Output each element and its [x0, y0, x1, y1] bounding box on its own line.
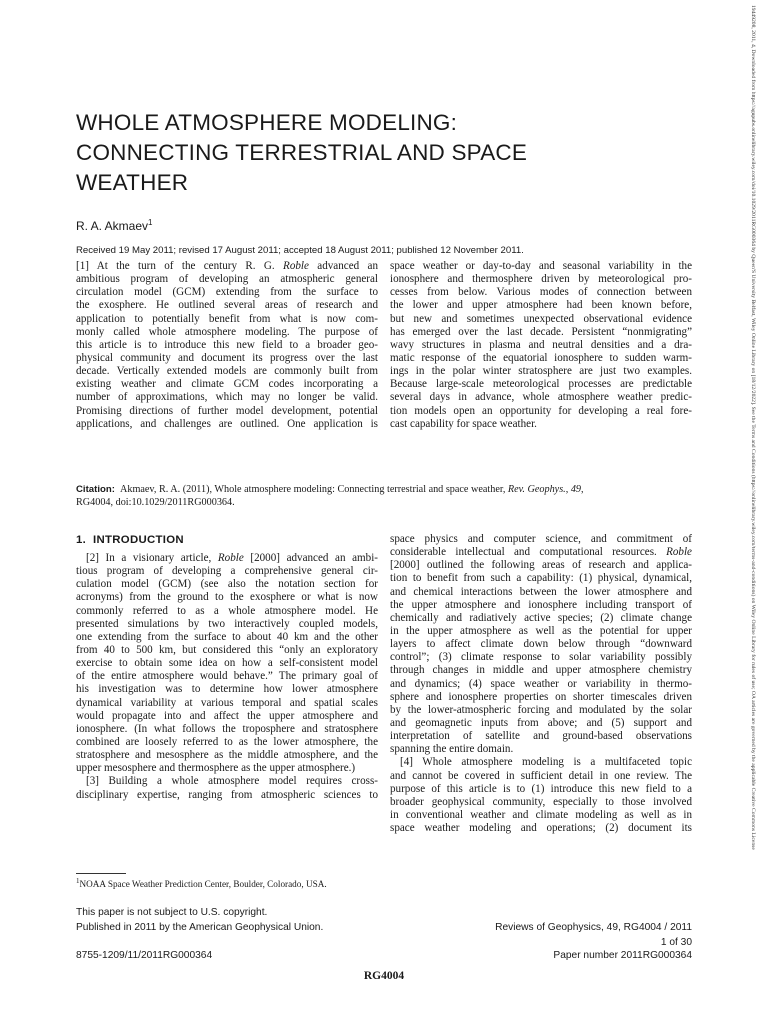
text-line: stratosphere and mesosphere as the middle atmosphere, and the	[76, 749, 378, 762]
citation-doi: RG4004, doi:10.1029/2011RG000364.	[76, 496, 235, 508]
text-line: several days in advance, whole atmosphere weather predic-	[390, 391, 692, 404]
text-line: the upper atmosphere and ionosphere including transport of	[390, 598, 692, 611]
text-line: upper mesosphere and thermosphere as the upper atmosphere.)	[76, 762, 356, 775]
text-line: wavy structures in plasma and neutral densities and a dra-	[390, 338, 692, 351]
text-line: and chemical interactions between the lower atmosphere and	[390, 585, 692, 598]
text-line: Promising directions of further model development, potential	[76, 404, 378, 417]
citation-volume: 49	[570, 484, 581, 495]
text-line: existing weather and climate GCM codes incorporating a	[76, 378, 378, 391]
text-line: control”; (3) climate response to solar variability possibly	[390, 651, 692, 664]
text-line: considerable intellectual and computational resources. Roble	[390, 546, 692, 559]
footer-copyright	[76, 905, 323, 935]
text-line: ionosphere and thermosphere driven by meteorological pro-	[390, 273, 692, 286]
copyright-text: This paper is not subject to U.S. copyright.	[76, 907, 268, 918]
text-line: in conventional weather and climate modeling as well as in	[390, 808, 692, 821]
footnote-mark: 1	[76, 877, 80, 885]
paragraph-number: 2	[89, 552, 96, 564]
text-line: spanning the entire domain.	[390, 743, 514, 756]
text-line: combined are loosely referred to as the lower atmosphere, the	[76, 735, 378, 748]
text-line: sphere and ionosphere properties on shorter timescales driven	[390, 690, 692, 703]
text-line: disciplinary expertise, ranging from atmospheric sciences to	[76, 788, 378, 801]
paragraph-number: 3	[89, 775, 96, 788]
author-line	[76, 218, 152, 233]
text-line: and dynamics; (4) space weather or variability in thermo-	[390, 677, 692, 690]
text-line: space physics and computer science, and commitment of	[390, 533, 692, 545]
text-line: presented simulations by two interactively coupled models,	[76, 617, 378, 630]
text-line: of the entire atmosphere would behave.” The primary goal of	[76, 670, 378, 683]
text-line: in the upper atmosphere as well as the potential for upper	[390, 624, 692, 637]
text-line: has emerged over the last decade. Persistent “nonmigrating”	[390, 325, 692, 338]
citation-text: Akmaev, R. A. (2011), Whole atmosphere modeling: Connecting terrestrial and space weather,	[120, 484, 506, 495]
intro-left-column	[76, 533, 378, 802]
abstract-left-column	[76, 260, 378, 431]
text-line: cast capability for space weather.	[390, 417, 537, 430]
download-notice-vertical: 19449208, 2011, 4, Downloaded from https://agupubs.onlinelibrary.wiley.com/doi/10.1029/2011RG000364 by Queen'S University Belfast, Wiley Online Library on [18/12/2022]. See the Terms and Conditions (https://onlinelibrary.wiley.com/terms-and-conditions) on Wiley Online Library for rules of use; OA articles are governed by the applicable Creative Commons License	[750, 5, 756, 850]
text-line: exercise to obtain some idea on how a self-consistent model	[76, 657, 378, 670]
paragraph-number: 1	[79, 260, 86, 272]
text-line: commonly referred to as a whole atmosphere model. He	[76, 604, 378, 617]
text-line: chemically and radiatively active species; (2) climate change	[390, 611, 692, 624]
text-line: through changes in middle and upper atmosphere chemistry	[390, 664, 692, 677]
text-line: would propagate into and affect the upper atmosphere and	[76, 709, 378, 722]
publisher-text: Published in 2011 by the American Geophysical Union.	[76, 922, 324, 933]
text-line: matic response of the equatorial ionosphere to sudden warm-	[390, 351, 692, 364]
text-line: [4] Whole atmosphere modeling is a multifaceted topic	[400, 756, 692, 769]
citation-journal: Rev. Geophys.	[507, 484, 566, 495]
text-line: acronyms) from the ground to the exosphere or what is now	[76, 591, 378, 604]
text-line: ambitious program of developing an atmospheric general	[76, 273, 378, 286]
text-line: and cannot be covered in sufficient detail in one review. The	[390, 769, 692, 782]
text-line: space weather or day-to-day and seasonal variability in the	[390, 260, 692, 272]
author-name: R. A. Akmaev	[76, 219, 149, 233]
affiliation-mark: 1	[148, 218, 153, 227]
issn-code: 8755-1209/11/2011RG000364	[76, 950, 213, 961]
received-dates: Received 19 May 2011; revised 17 August 2011; accepted 18 August 2011; published 12 November 2011.	[76, 245, 524, 256]
text-line: tious program of developing a comprehensive general cir-	[76, 565, 378, 578]
journal-reference: Reviews of Geophysics, 49, RG4004 / 2011	[495, 922, 692, 933]
text-line: [2] In a visionary article, Roble [2000] advanced an ambi-	[86, 552, 379, 564]
title-line: WEATHER	[76, 170, 189, 195]
text-line: tion to benefit from such a capability: (1) physical, dynamical,	[390, 572, 692, 585]
text-line: circulation model (GCM) extending from the surface to	[76, 286, 378, 299]
section-heading: 1. INTRODUCTION	[76, 534, 184, 546]
text-line: [2000] outlined the following areas of research and applica-	[390, 559, 692, 572]
citation-block: Citation: Akmaev, R. A. (2011), Whole atmosphere modeling: Connecting terrestrial and space weather, Rev. Geophys., 49, RG4004, doi:10.1029/2011RG000364.	[76, 484, 692, 509]
text-line: [3] Building a whole atmosphere model requires cross-	[86, 775, 378, 788]
text-line: physical community and document its progress over the last	[76, 351, 378, 364]
footnote-rule	[76, 873, 126, 874]
text-line: number of approximations, which may no longer be valid.	[76, 391, 378, 404]
abstract-right-column	[390, 260, 692, 431]
text-line: application to potentially benefit from what is now com-	[76, 312, 378, 325]
text-line: monly called whole atmosphere modeling. The purpose of	[76, 325, 378, 338]
text-line: space weather modeling and operations; (2) document its	[390, 822, 692, 835]
text-line: purpose of this article is to (1) introduce this new field to a	[390, 782, 692, 795]
footnote-text: NOAA Space Weather Prediction Center, Boulder, Colorado, USA.	[79, 879, 327, 890]
paper-number: Paper number 2011RG000364	[553, 950, 692, 961]
text-line: the lower and upper atmosphere had been known before,	[390, 299, 692, 312]
text-line: interpretation of satellite and ground-based observations	[390, 730, 692, 743]
text-line: applications, and challenges are outlined. One application is	[76, 417, 378, 430]
text-line: from 40 to 500 km, but considered this “only an exploratory	[76, 643, 378, 656]
intro-right-column	[390, 533, 692, 835]
text-line: tion models open an opportunity for developing a real fore-	[390, 404, 692, 417]
text-line: but new and sometimes unexpected observational evidence	[390, 312, 692, 325]
footer-journal	[420, 920, 692, 950]
text-line: [1] At the turn of the century R. G. Roble advanced an	[76, 260, 378, 272]
text-line: dynamical variability at various temporal and spatial scales	[76, 696, 378, 709]
intro-left-text	[76, 552, 378, 802]
text-line: this article is to introduce this new field to a broader geo-	[76, 338, 378, 351]
footnote	[76, 876, 378, 890]
text-line: his investigation was to determine how lower atmosphere	[76, 683, 378, 696]
text-line: the exosphere. He outlined several areas of research and	[76, 299, 378, 312]
text-line: and geomagnetic inputs from above; and (5) support and	[390, 716, 692, 729]
text-line: cesses from below. Various modes of connection between	[390, 286, 692, 299]
text-line: broader geophysical community, especially to those involved	[390, 795, 692, 808]
text-line: layers to affect climate down below through “downward	[390, 638, 692, 651]
text-line: ionosphere. (In what follows the troposphere and stratosphere	[76, 722, 378, 735]
text-line: by the lower-atmospheric forcing and modulated by the solar	[390, 703, 692, 716]
paragraph-number: 4	[403, 756, 410, 769]
text-line: decade. Vertically extended models are commonly built from	[76, 365, 378, 378]
article-title	[76, 108, 636, 198]
text-line: culation model (GCM) (see also the notation section for	[76, 578, 378, 591]
citation-label: Citation:	[76, 484, 115, 495]
page-count: 1 of 30	[660, 937, 692, 948]
text-line: ings in the polar winter stratosphere are just two examples.	[390, 365, 692, 378]
title-line: WHOLE ATMOSPHERE MODELING:	[76, 110, 458, 135]
title-line: CONNECTING TERRESTRIAL AND SPACE	[76, 140, 528, 165]
text-line: Because large-scale meteorological processes are predictable	[390, 378, 692, 391]
text-line: one extending from the surface to about 40 km and the other	[76, 630, 378, 643]
article-code: RG4004	[363, 970, 405, 982]
